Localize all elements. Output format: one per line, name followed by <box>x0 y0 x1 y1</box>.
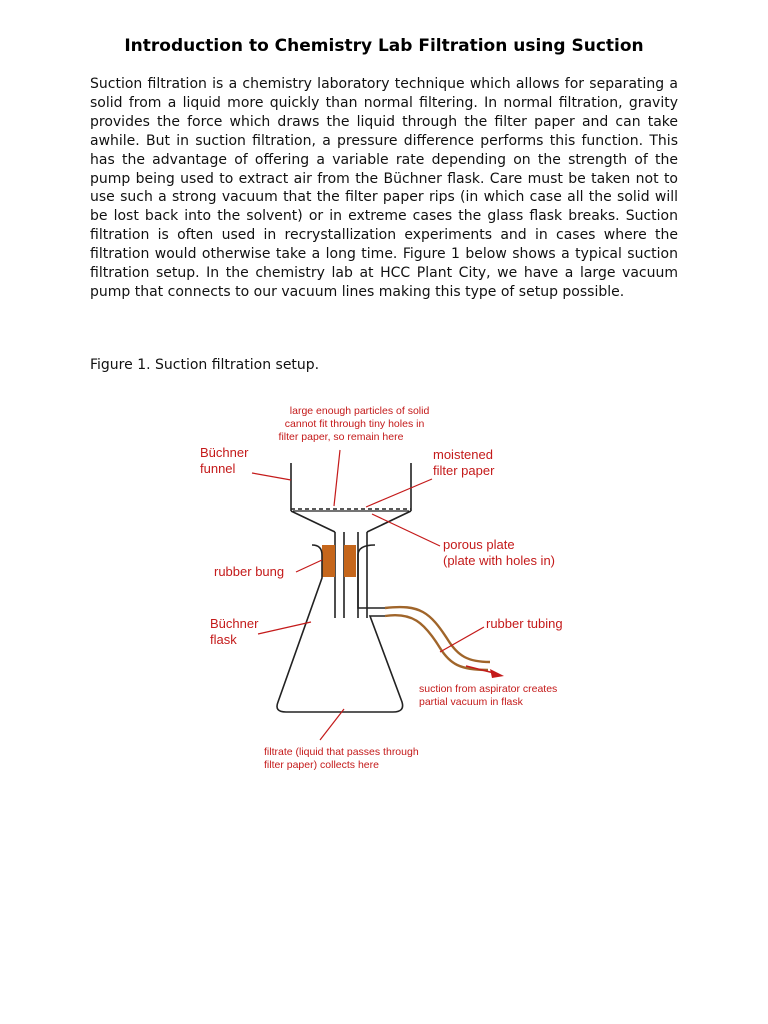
buchner-funnel-label: Büchner funnel <box>200 445 249 476</box>
buchner-flask-shape <box>277 545 403 712</box>
rubber-bung-label: rubber bung <box>214 564 285 579</box>
buchner-funnel-shape <box>291 463 411 618</box>
moistened-filter-paper-label: moistened filter paper <box>433 447 495 478</box>
rubber-bung-right <box>344 545 356 577</box>
suction-label: suction from aspirator creates partial vacuum in flask <box>419 683 558 708</box>
filtrate-label: filtrate (liquid that passes through filter paper) collects here <box>264 746 419 771</box>
intro-paragraph: Suction filtration is a chemistry laboratory technique which allows for separating a solid from a liquid more quickly than normal filtering. In normal filtration, gravity provides the force which draws the liquid through the filter paper and can take awhile. But in suction filtration, a pressure difference performs this function. This has the advantage of offering a variable rate depending on the strength of the pump being used to extract air from the Büchner flask. Care must be taken not to use such a strong vacuum that the filter paper rips (in which case all the solid will be lost back into the solvent) or in extreme cases the glass flask breaks. Suction filtration is often used in recrystallization experiments and in cases where the filtration would otherwise take a long time. Figure 1 below shows a typical suction filtration setup. In the chemistry lab at HCC Plant City, we have a large vacuum pump that connects to our vacuum lines making this type of setup possible. <box>90 76 678 300</box>
page-title: Introduction to Chemistry Lab Filtration using Suction <box>124 36 644 56</box>
particles-label: large enough particles of solid cannot fit through tiny holes in filter paper, so remain here <box>278 405 430 443</box>
porous-plate-label: porous plate (plate with holes in) <box>443 537 555 568</box>
figure-caption: Figure 1. Suction filtration setup. <box>90 357 320 373</box>
suction-arrow-head <box>490 669 504 678</box>
rubber-bung-left <box>322 545 335 577</box>
suction-filtration-diagram <box>0 390 768 790</box>
rubber-tubing-label: rubber tubing <box>486 616 563 631</box>
buchner-flask-label: Büchner flask <box>210 616 259 647</box>
